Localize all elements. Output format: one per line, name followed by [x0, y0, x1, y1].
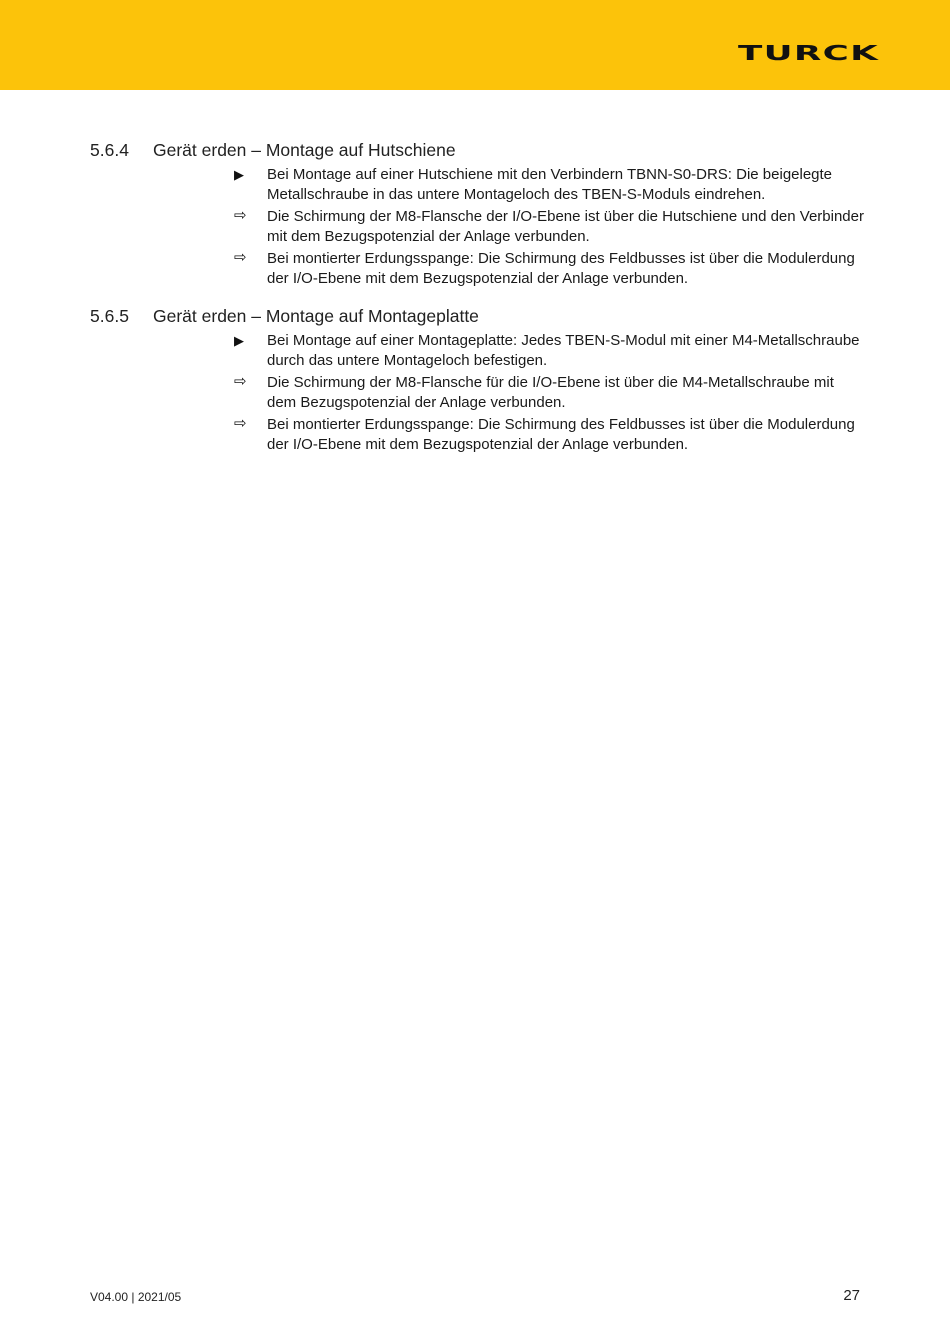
turck-logo — [738, 39, 914, 69]
header-band — [0, 0, 950, 90]
instruction-triangle-icon: ▶ — [234, 333, 244, 348]
section-items — [90, 165, 870, 289]
result-item — [90, 207, 867, 247]
result-item — [90, 249, 867, 289]
section-title: Gerät erden – Montage auf Hutschiene — [153, 140, 456, 160]
logo-text: TURCK — [738, 42, 880, 66]
result-item — [90, 373, 867, 413]
result-arrow-icon: ⇨ — [234, 249, 247, 266]
section-title: Gerät erden – Montage auf Montageplatte — [153, 306, 479, 326]
section-5-6-4 — [90, 138, 870, 291]
item-text: Die Schirmung der M8-Flansche für die I/O-Ebene ist über die M4-Metallschraube mit dem Bezugspotenzial der Anlage verbunden. — [267, 374, 834, 411]
section-5-6-5 — [90, 304, 870, 457]
section-items — [90, 331, 870, 455]
footer-version: V04.00 | 2021/05 — [90, 1290, 182, 1304]
item-text: Bei Montage auf einer Montageplatte: Jedes TBEN-S-Modul mit einer M4-Metallschraube durch das untere Montageloch befestigen. — [267, 332, 860, 369]
item-text: Bei Montage auf einer Hutschiene mit den Verbindern TBNN-S0-DRS: Die beigelegte Metallschraube in das untere Montageloch des TBEN-S-Moduls eindrehen. — [267, 166, 833, 203]
item-text: Die Schirmung der M8-Flansche der I/O-Ebene ist über die Hutschiene und den Verbinder mit dem Bezugspotenzial der Anlage verbunden. — [267, 208, 864, 245]
result-arrow-icon: ⇨ — [234, 373, 247, 390]
section-heading — [90, 138, 870, 162]
page-number: 27 — [843, 1287, 860, 1304]
section-heading — [90, 304, 870, 328]
instruction-item — [90, 165, 867, 205]
item-text: Bei montierter Erdungsspange: Die Schirmung des Feldbusses ist über die Modulerdung der I/O-Ebene mit dem Bezugspotenzial der Anlage verbunden. — [267, 250, 855, 287]
section-number: 5.6.4 — [90, 140, 129, 160]
instruction-item — [90, 331, 867, 371]
result-item — [90, 415, 867, 455]
result-arrow-icon: ⇨ — [234, 207, 247, 224]
item-text: Bei montierter Erdungsspange: Die Schirmung des Feldbusses ist über die Modulerdung der I/O-Ebene mit dem Bezugspotenzial der Anlage verbunden. — [267, 416, 855, 453]
section-number: 5.6.5 — [90, 306, 129, 326]
instruction-triangle-icon: ▶ — [234, 167, 244, 182]
result-arrow-icon: ⇨ — [234, 415, 247, 432]
